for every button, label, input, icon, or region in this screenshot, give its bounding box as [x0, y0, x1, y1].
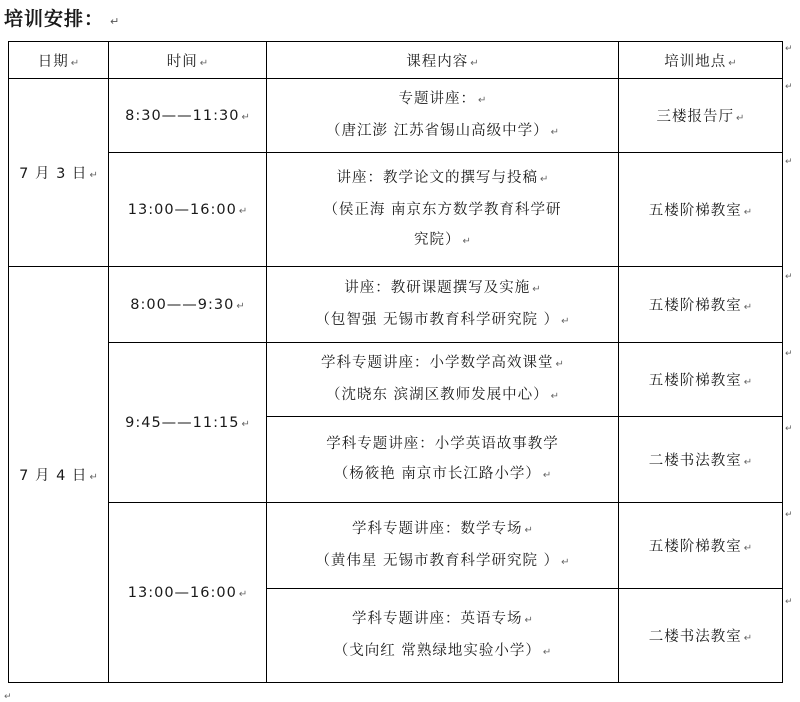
row-end-mark: ↵	[785, 44, 793, 54]
row-end-mark: ↵	[785, 424, 793, 434]
table-row	[9, 153, 783, 267]
row-end-mark: ↵	[785, 157, 793, 167]
location-cell: 三楼报告厅 ↵	[619, 79, 783, 153]
paragraph-mark-bottom: ↵	[4, 692, 12, 702]
header-date: 日期 ↵	[9, 42, 109, 79]
content-cell: 讲座：教研课题撰写及实施 ↵ （包智强 无锡市教育科学研究院 ） ↵	[267, 267, 619, 343]
schedule-heading: 培训安排： ↵	[4, 8, 120, 30]
table-row	[9, 79, 783, 153]
row-end-mark: ↵	[785, 82, 793, 92]
content-cell: 学科专题讲座：小学数学高效课堂 ↵ （沈晓东 滨湖区教师发展中心） ↵	[267, 343, 619, 417]
content-cell: 学科专题讲座：小学英语故事教学 （杨筱艳 南京市长江路小学） ↵	[267, 417, 619, 503]
table-header-row	[9, 42, 783, 79]
table-row	[9, 343, 783, 417]
time-cell: 13:00—16:00 ↵	[109, 503, 267, 683]
location-cell: 二楼书法教室 ↵	[619, 589, 783, 683]
schedule-table	[8, 41, 783, 683]
row-end-mark: ↵	[785, 349, 793, 359]
location-cell: 五楼阶梯教室 ↵	[619, 503, 783, 589]
header-time: 时间 ↵	[109, 42, 267, 79]
time-cell: 13:00—16:00 ↵	[109, 153, 267, 267]
content-cell: 讲座：教学论文的撰写与投稿 ↵ （侯正海 南京东方数学教育科学研 究院） ↵	[267, 153, 619, 267]
time-cell: 8:30——11:30 ↵	[109, 79, 267, 153]
row-end-mark: ↵	[785, 510, 793, 520]
location-cell: 五楼阶梯教室 ↵	[619, 267, 783, 343]
time-cell: 9:45——11:15 ↵	[109, 343, 267, 503]
table-row	[9, 267, 783, 343]
row-end-mark: ↵	[785, 272, 793, 282]
content-cell: 学科专题讲座：数学专场 ↵ （黄伟星 无锡市教育科学研究院 ） ↵	[267, 503, 619, 589]
header-location: 培训地点 ↵	[619, 42, 783, 79]
time-cell: 8:00——9:30 ↵	[109, 267, 267, 343]
location-cell: 五楼阶梯教室 ↵	[619, 343, 783, 417]
location-cell: 二楼书法教室 ↵	[619, 417, 783, 503]
content-cell: 学科专题讲座：英语专场 ↵ （戈向红 常熟绿地实验小学） ↵	[267, 589, 619, 683]
header-content: 课程内容 ↵	[267, 42, 619, 79]
row-end-mark: ↵	[785, 597, 793, 607]
content-cell: 专题讲座： ↵ （唐江澎 江苏省锡山高级中学） ↵	[267, 79, 619, 153]
location-cell: 五楼阶梯教室 ↵	[619, 153, 783, 267]
table-row	[9, 503, 783, 589]
date-cell: 7 月 4 日 ↵	[9, 267, 109, 683]
paragraph-mark: ↵	[110, 15, 120, 28]
date-cell: 7 月 3 日 ↵	[9, 79, 109, 267]
